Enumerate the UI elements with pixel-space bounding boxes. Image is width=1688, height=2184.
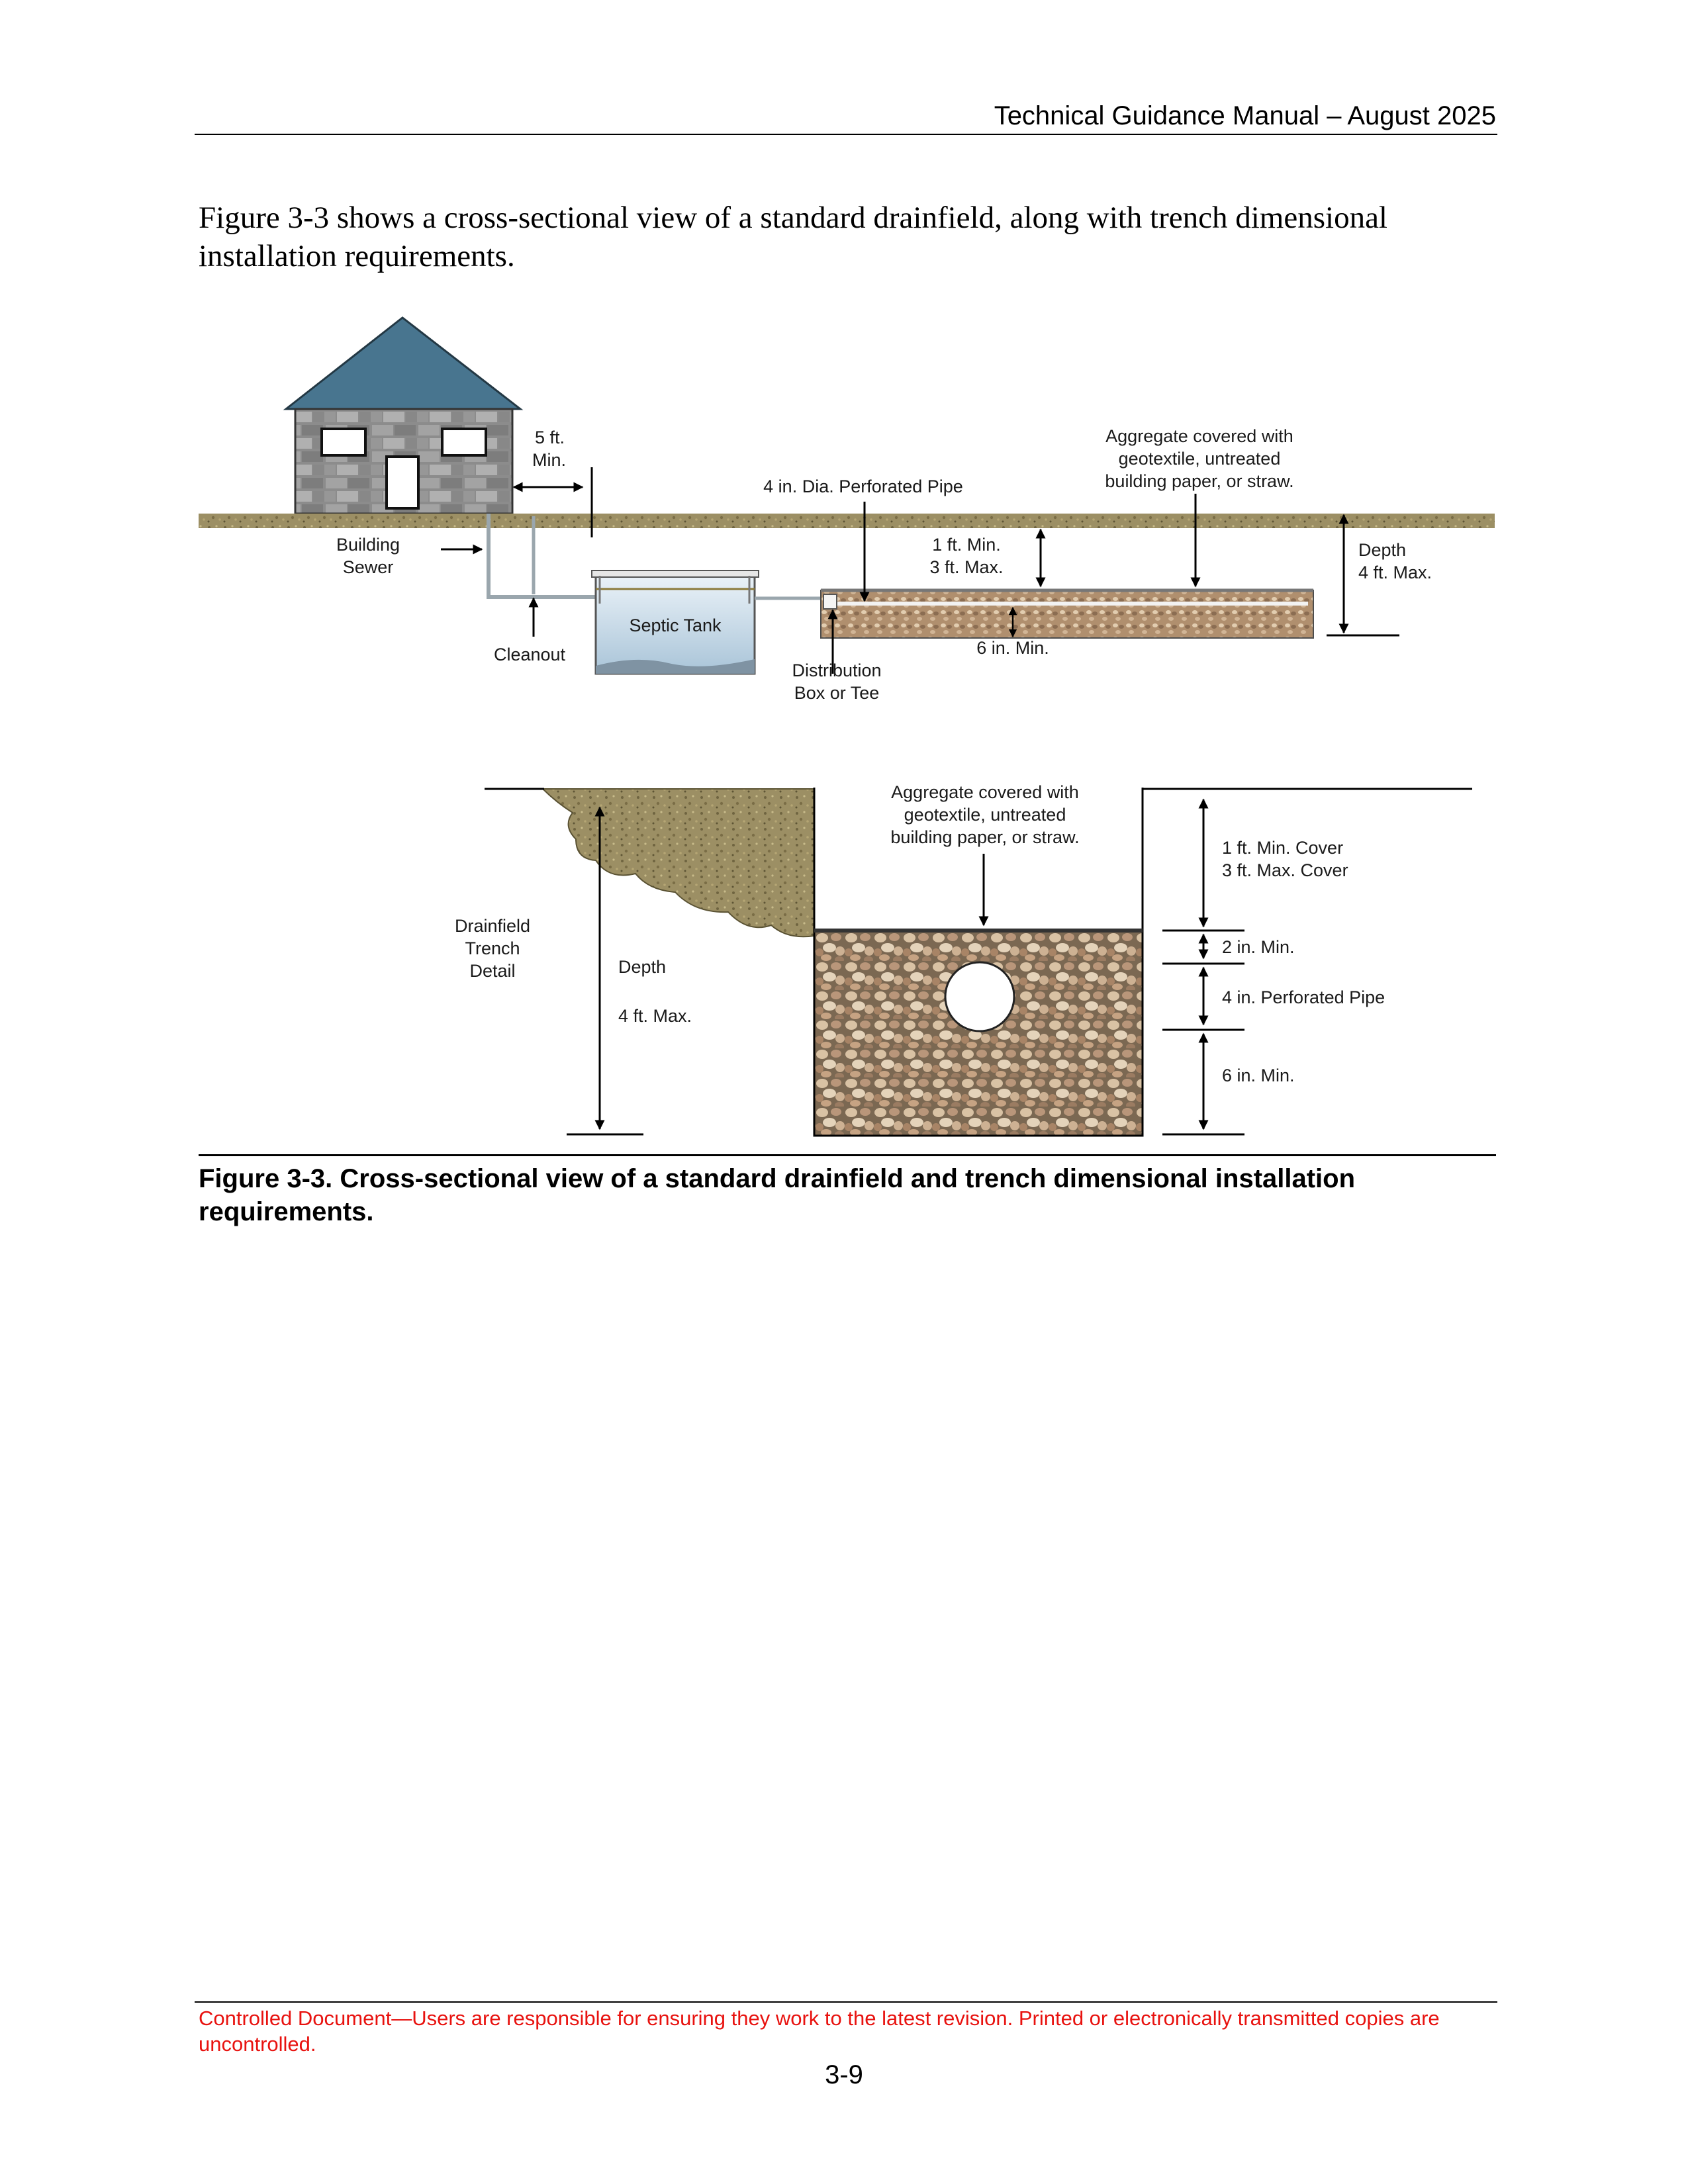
trench-detail-label-1: Drainfield	[454, 916, 531, 936]
ground-surface	[199, 514, 1495, 528]
trench-aggregate	[814, 931, 1143, 1136]
below-pipe-label: 6 in. Min.	[1222, 1066, 1295, 1085]
setback-label-2: Min.	[532, 450, 567, 470]
trench-detail-label-2: Trench	[465, 938, 520, 958]
controlled-document-notice: Controlled Document—Users are responsible for ensuring they work to the latest revision. Printed or electronically transmitted copies are uncontrolled.	[199, 2007, 1440, 2056]
trench-aggregate-label-3: building paper, or straw.	[890, 827, 1080, 847]
trench-depth-value: 4 ft. Max.	[618, 1006, 692, 1026]
trench-aggregate-label-2: geotextile, untreated	[904, 805, 1066, 825]
trench-aggregate-label-1: Aggregate covered with	[891, 782, 1079, 802]
septic-tank-label: Septic Tank	[629, 615, 722, 635]
trench-depth-label: Depth	[618, 957, 667, 977]
perforated-pipe-label: 4 in. Dia. Perforated Pipe	[763, 477, 963, 496]
above-pipe-label: 2 in. Min.	[1222, 937, 1295, 957]
overview-aggregate-label-2: geotextile, untreated	[1118, 449, 1281, 469]
cleanout-label: Cleanout	[493, 645, 566, 664]
trench-cover-label-1: 1 ft. Min. Cover	[1222, 838, 1344, 858]
caption-rule	[199, 1154, 1496, 1156]
perforated-pipe-section	[945, 962, 1014, 1031]
body-paragraph: Figure 3-3 shows a cross-sectional view of a standard drainfield, along with trench dimensional installation requirements.	[199, 201, 1387, 273]
overview-aggregate-label-3: building paper, or straw.	[1105, 471, 1294, 491]
excavated-soil	[543, 789, 814, 936]
house-icon	[286, 318, 520, 514]
cover-label-1: 1 ft. Min.	[932, 535, 1001, 555]
drainfield-aggregate-bed	[821, 590, 1313, 638]
distribution-label-2: Box or Tee	[794, 683, 880, 703]
distribution-box	[823, 594, 837, 609]
cover-label-2: 3 ft. Max.	[929, 557, 1004, 577]
running-header: Technical Guidance Manual – August 2025	[994, 101, 1496, 130]
overview-aggregate-label-1: Aggregate covered with	[1105, 426, 1293, 446]
footer-rule	[195, 2001, 1497, 2003]
overview-depth-label-2: 4 ft. Max.	[1358, 563, 1432, 582]
pipe-label: 4 in. Perforated Pipe	[1222, 987, 1385, 1007]
setback-label-1: 5 ft.	[535, 428, 565, 447]
page-number: 3-9	[825, 2060, 863, 2089]
building-sewer-label-1: Building	[336, 535, 400, 555]
figure-caption: Figure 3-3. Cross-sectional view of a standard drainfield and trench dimensional installation requirements.	[199, 1164, 1356, 1226]
building-sewer-label-2: Sewer	[342, 557, 394, 577]
trench-detail-label-3: Detail	[469, 961, 516, 981]
distribution-label-1: Distribution	[792, 660, 882, 680]
trench-cover-label-2: 3 ft. Max. Cover	[1222, 860, 1348, 880]
overview-depth-label-1: Depth	[1358, 540, 1407, 560]
bed-min-label: 6 in. Min.	[976, 638, 1049, 658]
